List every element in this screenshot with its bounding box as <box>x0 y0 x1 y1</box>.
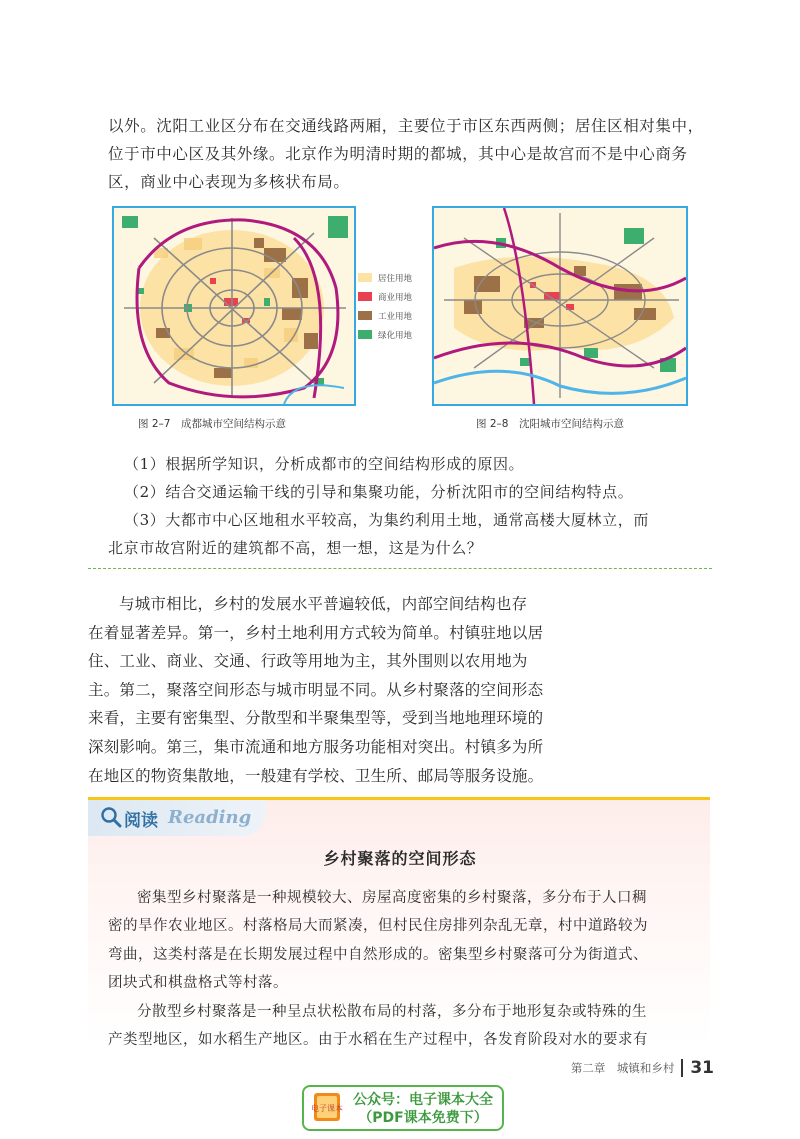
legend-item-industrial <box>358 306 412 325</box>
section-divider <box>88 568 712 569</box>
legend-item-green <box>358 325 412 344</box>
legend-item-commercial <box>358 287 412 306</box>
reading-tab-english: Reading <box>168 807 252 828</box>
watermark-line1: 公众号：电子课本大全 <box>353 1092 493 1108</box>
footer-separator <box>681 1059 683 1077</box>
question-list <box>108 450 708 562</box>
text-line: 分散型乡村聚落是一种呈点状松散布局的村落，多分布于地形复杂或特殊的生 <box>137 1003 647 1020</box>
legend-swatch <box>358 292 372 301</box>
legend-swatch <box>358 273 372 282</box>
text-line: 与城市相比，乡村的发展水平普遍较低，内部空间结构也存 <box>119 595 528 613</box>
map-legend <box>358 268 412 344</box>
legend-label: 工业用地 <box>378 311 413 322</box>
question-item: （1）根据所学知识，分析成都市的空间结构形成的原因。 <box>124 455 525 473</box>
text-line: 弯曲，这类村落是在长期发展过程中自然形成的。密集型乡村聚落可分为街道式、 <box>108 946 648 963</box>
reading-text <box>108 884 698 1054</box>
watermark-line2: （PDF课本免费下） <box>358 1110 488 1126</box>
text-line: 住、工业、商业、交通、行政等用地为主，其外围则以农用地为 <box>88 652 528 671</box>
legend-item-residential <box>358 268 412 287</box>
page-number: 31 <box>690 1058 714 1078</box>
figure-caption: 图 2–8 沈阳城市空间结构示意 <box>476 418 624 430</box>
book-icon <box>310 1090 344 1124</box>
legend-label: 居住用地 <box>378 273 413 284</box>
question-item: （3）大都市中心区地租水平较高，为集约利用土地，通常高楼大厦林立，而 <box>124 511 649 529</box>
text-line: 位于市中心区及其外缘。北京作为明清时期的都城，其中心是故宫而不是中心商务 <box>108 145 688 163</box>
watermark-banner <box>302 1085 504 1131</box>
reading-tab <box>88 800 266 836</box>
text-line: 密的旱作农业地区。村落格局大而紧凑，但村民住房排列杂乱无章，村中道路较为 <box>108 918 648 935</box>
legend-swatch <box>358 311 372 320</box>
text-line: 产类型地区，如水稻生产地区。由于水稻在生产过程中，各发育阶段对水的要求有 <box>108 1032 648 1049</box>
chapter-label: 第二章 城镇和乡村 <box>570 1061 675 1075</box>
magnifier-icon <box>100 806 122 832</box>
legend-label: 商业用地 <box>378 292 413 303</box>
rural-paragraph <box>88 590 558 790</box>
legend-swatch <box>358 330 372 339</box>
question-item-cont: 北京市故宫附近的建筑都不高，想一想，这是为什么？ <box>108 539 483 557</box>
text-line: 在着显著差异。第一，乡村土地利用方式较为简单。村镇驻地以居 <box>88 623 544 642</box>
text-line: 密集型乡村聚落是一种规模较大、房屋高度密集的乡村聚落，多分布于人口稠 <box>137 890 647 906</box>
shenyang-map <box>432 206 688 406</box>
reading-tab-label: 阅读 <box>124 811 158 831</box>
intro-paragraph <box>108 112 704 196</box>
book-icon-text: 电子课本 <box>311 1104 343 1113</box>
question-item: （2）结合交通运输干线的引导和集聚功能，分析沈阳市的空间结构特点。 <box>124 483 634 501</box>
figure-caption: 图 2–7 成都城市空间结构示意 <box>138 418 286 430</box>
text-line: 深刻影响。第三，集市流通和地方服务功能相对突出。村镇多为所 <box>88 737 544 756</box>
text-line: 在地区的物资集散地，一般建有学校、卫生所、邮局等服务设施。 <box>88 766 544 785</box>
chengdu-map <box>112 206 356 406</box>
page-footer <box>571 1058 714 1078</box>
text-line: 区，商业中心表现为多核状布局。 <box>108 173 350 191</box>
reading-title: 乡村聚落的空间形态 <box>323 849 477 868</box>
text-line: 主。第二，聚落空间形态与城市明显不同。从乡村聚落的空间形态 <box>88 680 544 699</box>
text-line: 团块式和棋盘格式等村落。 <box>108 975 288 992</box>
text-line: 来看，主要有密集型、分散型和半聚集型等，受到当地地理环境的 <box>88 709 544 728</box>
text-line: 以外。沈阳工业区分布在交通线路两厢，主要位于市区东西两侧；居住区相对集中， <box>108 117 704 135</box>
legend-label: 绿化用地 <box>378 330 413 341</box>
